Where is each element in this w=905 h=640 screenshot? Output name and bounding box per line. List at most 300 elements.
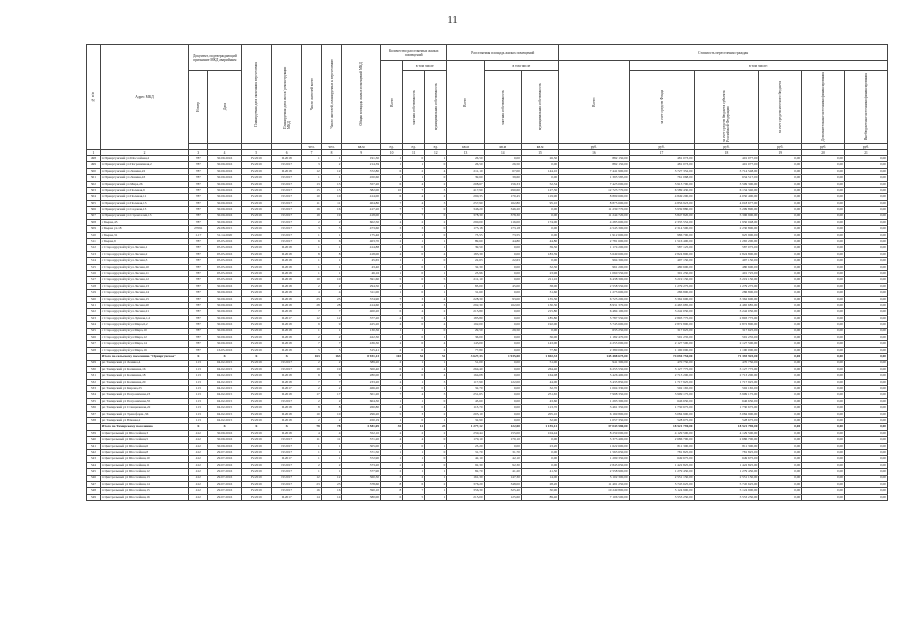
table-cell: 51 <box>425 354 447 360</box>
table-cell: 1 <box>425 283 447 289</box>
table-cell: 787 <box>189 277 208 283</box>
table-cell: 0,00 <box>844 418 887 424</box>
table-cell: рп Тамирский ул Калинина,16 <box>100 366 188 372</box>
table-cell: 0,00 <box>844 347 887 353</box>
table-cell: 6 438 300,00 <box>559 277 629 283</box>
table-cell: 78 <box>321 424 342 430</box>
table-cell: 414,00 <box>342 194 381 200</box>
table-cell: 16 <box>302 207 321 213</box>
table-cell: 3 084 900,00 <box>694 411 759 417</box>
table-cell: 11 <box>321 200 342 206</box>
page-number: 11 <box>447 14 458 26</box>
table-cell: 113 <box>189 386 208 392</box>
table-cell: 31,70 <box>484 449 521 455</box>
table-cell: 2 824 800,00 <box>629 251 694 257</box>
table-cell: 986 700,00 <box>629 232 694 238</box>
table-cell: IV.2017 <box>272 398 302 404</box>
table-cell: 113 <box>189 398 208 404</box>
table-cell: 502 165,00 <box>694 386 759 392</box>
table-cell: рп Тамирский ул Пограничная,23 <box>100 392 188 398</box>
table-cell: 5 124 900,00 <box>629 488 694 494</box>
table-cell: 5 <box>381 411 403 417</box>
table-cell: 0,00 <box>802 194 845 200</box>
table-cell: 2 <box>403 430 425 436</box>
column-number: 5 <box>241 150 271 156</box>
table-cell: 10 <box>302 277 321 283</box>
table-cell: 2 845 650,00 <box>559 462 629 468</box>
table-cell: 233,20 <box>342 379 381 385</box>
table-cell: 1 <box>321 469 342 475</box>
residents-header: Число жителей всего <box>302 45 321 144</box>
table-cell: 1 692,33 <box>521 354 558 360</box>
table-cell: 185,80 <box>521 315 558 321</box>
table-cell: 8 <box>381 481 403 487</box>
table-cell: 183,39 <box>447 251 484 257</box>
table-cell: п Приаргунский ул Шоссейная,2 <box>100 156 188 162</box>
table-cell: 0,00 <box>759 366 802 372</box>
table-cell: 1 <box>381 443 403 449</box>
table-cell: 0,00 <box>802 411 845 417</box>
table-cell: 0,00 <box>759 245 802 251</box>
table-cell: 264,40 <box>521 366 558 372</box>
table-cell: 3 <box>403 296 425 302</box>
table-cell: 403,70 <box>342 239 381 245</box>
table-cell: 205,10 <box>447 411 484 417</box>
table-cell: 0,00 <box>802 251 845 257</box>
table-cell: 811 300,00 <box>629 443 694 449</box>
table-cell: 1 <box>425 443 447 449</box>
table-cell: 0,00 <box>759 341 802 347</box>
table-cell: 1 299 350,00 <box>559 456 629 462</box>
column-number: 18 <box>694 150 759 156</box>
table-cell: 113 <box>189 411 208 417</box>
table-cell: 51,00 <box>521 360 558 366</box>
table-cell: 113 <box>189 373 208 379</box>
table-cell: 787 <box>189 175 208 181</box>
table-cell: 185,80 <box>447 315 484 321</box>
table-cell: 1 273 600,00 <box>559 290 629 296</box>
table-cell: 4 129 500,00 <box>694 430 759 436</box>
table-cell: 4 <box>425 341 447 347</box>
table-cell: 0,00 <box>802 418 845 424</box>
table-cell: 5 649 600,00 <box>559 251 629 257</box>
table-cell: 0,00 <box>844 360 887 366</box>
table-cell: 30.09.2016 <box>208 156 241 162</box>
table-cell: IV.2017 <box>272 181 302 187</box>
table-cell: 2 558 900,00 <box>559 469 629 475</box>
table-cell: 525 <box>87 328 101 334</box>
table-cell: 2 893 775,00 <box>629 315 694 321</box>
table-cell: 264,40 <box>447 366 484 372</box>
table-cell: 0,00 <box>844 207 887 213</box>
table-cell: 23 <box>321 481 342 487</box>
resettlement-table-sheet <box>86 44 888 501</box>
table-cell: II.2018 <box>272 290 302 296</box>
table-cell: 30.09.2016 <box>208 315 241 321</box>
table-cell: 4 018 677,00 <box>694 200 759 206</box>
table-cell: 4 285 600,00 <box>559 219 629 225</box>
table-cell: 4 <box>425 251 447 257</box>
table-cell: IV.2019 <box>241 488 271 494</box>
table-cell: 39,50 <box>447 245 484 251</box>
table-cell: 6 134 340,00 <box>694 187 759 193</box>
table-cell: 0,00 <box>759 168 802 174</box>
table-cell: 504 <box>87 194 101 200</box>
table-cell: 505 <box>87 200 101 206</box>
table-cell: с Староцурухайтуй ул Мира,14 <box>100 341 188 347</box>
table-cell: IV.2017 <box>272 449 302 455</box>
table-cell: 0,00 <box>802 488 845 494</box>
table-cell: 0,00 <box>844 315 887 321</box>
table-cell: 526 <box>87 334 101 340</box>
table-cell: 0,00 <box>759 418 802 424</box>
table-cell: 17 <box>321 392 342 398</box>
table-cell: 3 509 300,00 <box>694 181 759 187</box>
table-cell: 45,65 <box>342 258 381 264</box>
table-cell: 0,00 <box>802 226 845 232</box>
table-cell: 1 <box>403 175 425 181</box>
table-cell: 3 <box>403 226 425 232</box>
table-cell: 1 912 600,00 <box>559 232 629 238</box>
table-cell: 2 <box>381 469 403 475</box>
table-cell: 0,00 <box>759 251 802 257</box>
table-cell: 78 <box>302 424 321 430</box>
table-cell: 162,00 <box>484 302 521 308</box>
table-cell: 787 <box>189 271 208 277</box>
table-cell: 19 <box>302 366 321 372</box>
table-cell: 2 <box>302 283 321 289</box>
table-cell: 9 <box>302 373 321 379</box>
table-cell: 0,00 <box>844 424 887 430</box>
table-cell: 1 <box>302 328 321 334</box>
table-cell: 127,30 <box>521 187 558 193</box>
table-cell: 352,10 <box>342 430 381 436</box>
table-cell: 0,00 <box>484 373 521 379</box>
table-cell: 4 <box>302 430 321 436</box>
table-cell: IV.2019 <box>241 341 271 347</box>
table-cell: 192,00 <box>447 322 484 328</box>
table-cell: 4 <box>381 322 403 328</box>
table-cell: 0,00 <box>521 213 558 219</box>
table-cell: 30.09.2016 <box>208 213 241 219</box>
table-cell: 3 <box>381 475 403 481</box>
table-cell: X <box>272 354 302 360</box>
table-cell: 4 <box>403 200 425 206</box>
table-cell: 0,00 <box>759 213 802 219</box>
table-cell: 05.05.2016 <box>208 271 241 277</box>
table-cell: 635 250,00 <box>559 328 629 334</box>
table-cell: 36,00 <box>447 334 484 340</box>
table-cell: 528 675,00 <box>629 418 694 424</box>
column-number: 20 <box>802 150 845 156</box>
table-cell: 0,00 <box>802 405 845 411</box>
table-cell: 214,39 <box>342 162 381 168</box>
table-cell: 0,00 <box>844 175 887 181</box>
table-cell: 29.07.2016 <box>208 456 241 462</box>
table-cell: 3 <box>425 392 447 398</box>
table-cell: IV.2019 <box>241 334 271 340</box>
table-cell: с Староцурухайтуй ул Мира,6,2 <box>100 322 188 328</box>
table-cell: IV.2019 <box>241 322 271 328</box>
table-cell: 163 <box>302 354 321 360</box>
table-cell: 0,00 <box>844 475 887 481</box>
table-cell: 38,00 <box>521 283 558 289</box>
table-cell: 548 <box>87 488 101 494</box>
table-cell: 9 <box>321 373 342 379</box>
table-cell: 0,00 <box>759 462 802 468</box>
table-cell: 16.05.2016 <box>208 347 241 353</box>
table-cell: 0,00 <box>759 373 802 379</box>
table-cell: 2 <box>425 481 447 487</box>
table-cell: 787 <box>189 156 208 162</box>
table-cell: 1 279 450,00 <box>694 469 759 475</box>
unit-cell: руб. <box>629 144 694 150</box>
table-cell: 1 <box>381 449 403 455</box>
table-cell: 1 395 585,00 <box>559 175 629 181</box>
table-cell: 4 <box>381 379 403 385</box>
table-cell: 0,00 <box>759 430 802 436</box>
table-cell: 215,00 <box>447 494 484 500</box>
table-cell: 0 <box>403 251 425 257</box>
table-cell: 257,90 <box>447 200 484 206</box>
table-cell: 1 <box>302 156 321 162</box>
table-cell: 3 727 352,00 <box>629 168 694 174</box>
table-cell: 12 <box>321 315 342 321</box>
table-cell: 173,18 <box>447 226 484 232</box>
table-cell: 31,60 <box>521 290 558 296</box>
table-cell: 0,00 <box>484 251 521 257</box>
table-cell: 5 847 820,00 <box>629 213 694 219</box>
table-cell: 401 725,00 <box>694 271 759 277</box>
table-cell: 412 <box>189 437 208 443</box>
table-cell: п Центральный ул Шоссейная,15 <box>100 488 188 494</box>
table-cell: 82,70 <box>447 469 484 475</box>
table-cell: 0 <box>425 207 447 213</box>
column-number: 4 <box>208 150 241 156</box>
table-cell: 0,00 <box>802 271 845 277</box>
table-cell: 499 <box>87 162 101 168</box>
table-cell: 205,10 <box>521 411 558 417</box>
column-number: 21 <box>844 150 887 156</box>
table-cell: п Приаргунский ул Ленина,43 <box>100 175 188 181</box>
table-cell: 0,00 <box>759 271 802 277</box>
column-number: 10 <box>381 150 403 156</box>
table-cell: 5 <box>302 347 321 353</box>
table-cell: 52,34 <box>521 181 558 187</box>
table-cell: 450,60 <box>342 175 381 181</box>
table-cell: 0,00 <box>844 449 887 455</box>
table-cell: II.2018 <box>272 296 302 302</box>
table-cell: 0,00 <box>759 494 802 500</box>
table-cell: IV.2017 <box>272 187 302 193</box>
table-row <box>87 494 888 500</box>
table-cell: 0,00 <box>844 245 887 251</box>
table-cell: 1 <box>425 156 447 162</box>
table-cell: 400,20 <box>342 309 381 315</box>
table-cell: 5 396 900,00 <box>694 213 759 219</box>
table-cell: II.2018 <box>272 328 302 334</box>
table-cell: 787 <box>189 290 208 296</box>
column-number: 17 <box>629 150 694 156</box>
table-cell: 536 <box>87 405 101 411</box>
table-cell: 1 <box>381 175 403 181</box>
table-cell: 2 <box>425 411 447 417</box>
table-cell: 925 900,00 <box>694 232 759 238</box>
table-cell: п Приаргунский ул Пограничная,2 <box>100 162 188 168</box>
table-cell: 04.02.2015 <box>208 386 241 392</box>
table-cell: II.2018 <box>272 373 302 379</box>
table-cell: 12 <box>302 168 321 174</box>
table-cell: 1 <box>381 264 403 270</box>
table-cell: 378,60 <box>342 481 381 487</box>
table-cell: 19 <box>302 213 321 219</box>
table-cell: 11 244 720,00 <box>559 213 629 219</box>
table-cell: 29.07.2016 <box>208 469 241 475</box>
table-cell: 0,00 <box>844 443 887 449</box>
table-cell: 1 004 330,00 <box>559 386 629 392</box>
table-cell: рп Тамирский ул Пограничная,35 <box>100 398 188 404</box>
table-cell: 0,00 <box>484 386 521 392</box>
cost-incl-header: в том числе: <box>629 61 887 71</box>
table-cell: 0,00 <box>844 392 887 398</box>
table-cell: 0,00 <box>759 175 802 181</box>
table-cell: IV.2019 <box>241 302 271 308</box>
table-cell: 0,00 <box>521 207 558 213</box>
table-cell: 43,60 <box>521 398 558 404</box>
table-cell: 0 <box>425 258 447 264</box>
table-cell: 533 <box>87 386 101 392</box>
table-cell: 470 750,00 <box>629 360 694 366</box>
table-cell: 0,00 <box>844 200 887 206</box>
table-cell: 1 730 675,00 <box>694 405 759 411</box>
table-cell: 6 <box>381 366 403 372</box>
table-cell: 0,00 <box>759 315 802 321</box>
table-cell: 296,20 <box>342 411 381 417</box>
table-cell: 1 <box>403 379 425 385</box>
planned-end-header: Планируемая дата окончания переселения <box>241 45 271 144</box>
table-cell: 376,20 <box>447 481 484 487</box>
table-cell: 0,00 <box>802 175 845 181</box>
table-cell: IV.2019 <box>241 366 271 372</box>
table-cell: 30.09.2016 <box>208 341 241 347</box>
table-cell: 113 <box>189 360 208 366</box>
table-cell: 23,96 <box>521 271 558 277</box>
table-cell: 2 824 800,00 <box>694 251 759 257</box>
table-cell: IV.2017 <box>272 443 302 449</box>
table-cell: 30.09.2016 <box>208 290 241 296</box>
table-cell: 113 <box>189 418 208 424</box>
table-cell: II.2018 <box>272 322 302 328</box>
table-cell: 0 <box>403 245 425 251</box>
table-cell: 0 <box>403 156 425 162</box>
table-cell: IV.2019 <box>241 245 271 251</box>
table-cell: 173,18 <box>484 226 521 232</box>
table-cell: IV.2019 <box>241 328 271 334</box>
table-cell: 0,00 <box>844 302 887 308</box>
table-cell: 1 <box>403 239 425 245</box>
table-cell: 0 <box>403 418 425 424</box>
table-cell: 317 625,00 <box>694 328 759 334</box>
table-cell: 0,00 <box>802 398 845 404</box>
table-cell: 0,00 <box>759 322 802 328</box>
table-cell: 0,00 <box>844 437 887 443</box>
table-cell: 164,08 <box>521 373 558 379</box>
table-cell: 6 <box>381 168 403 174</box>
table-cell: 0,00 <box>759 360 802 366</box>
column-number: 2 <box>100 150 188 156</box>
table-cell: 0,00 <box>802 207 845 213</box>
table-cell: 1 293 300,00 <box>559 398 629 404</box>
table-cell: 3 553 250,00 <box>694 494 759 500</box>
table-cell: 2 <box>302 462 321 468</box>
table-cell: 346,20 <box>447 207 484 213</box>
table-cell: 2 <box>302 386 321 392</box>
table-cell: 3 242 050,00 <box>629 309 694 315</box>
table-cell: 515 <box>87 264 101 270</box>
table-cell: 529 <box>87 360 101 366</box>
table-cell: 531 <box>87 373 101 379</box>
table-cell: 9 <box>302 322 321 328</box>
table-cell: 2 <box>403 366 425 372</box>
table-cell: 3 553 250,00 <box>629 494 694 500</box>
table-cell: 28 <box>321 302 342 308</box>
unit-cell: кв.м <box>484 144 521 150</box>
table-cell: II.2018 <box>272 302 302 308</box>
table-cell: 16 <box>321 488 342 494</box>
table-cell: 19 <box>321 213 342 219</box>
table-cell: 2 713 200,00 <box>629 373 694 379</box>
table-cell: 4 <box>403 302 425 308</box>
table-cell: 14 <box>321 494 342 500</box>
table-cell: 0,00 <box>759 181 802 187</box>
table-cell: 2 <box>381 462 403 468</box>
table-cell: 10 <box>321 411 342 417</box>
table-cell: 12 <box>403 424 425 430</box>
table-cell: 436,30 <box>342 341 381 347</box>
unit-cell: ед. <box>381 144 403 150</box>
table-cell: IV.2019 <box>241 379 271 385</box>
table-cell: 23 <box>302 481 321 487</box>
table-cell: IV.2019 <box>241 392 271 398</box>
table-cell: 0,00 <box>844 341 887 347</box>
table-cell: 05.05.2016 <box>208 277 241 283</box>
table-cell: 29.07.2016 <box>208 488 241 494</box>
cost-total-header: Всего: <box>559 61 629 144</box>
table-cell: 1 <box>403 258 425 264</box>
table-cell: 3 362 600,00 <box>629 296 694 302</box>
table-cell: 30.09.2016 <box>208 296 241 302</box>
table-cell: 509 <box>87 226 101 232</box>
table-cell: 1 <box>302 264 321 270</box>
table-cell: 500 <box>87 168 101 174</box>
table-cell: 0,00 <box>759 219 802 225</box>
table-cell: 1 <box>302 456 321 462</box>
table-cell: 156,33 <box>484 181 521 187</box>
table-cell: 0,00 <box>759 456 802 462</box>
table-cell: 0,00 <box>759 392 802 398</box>
fund-header: за счет средств Фонда <box>629 71 694 144</box>
table-cell: 89,60 <box>447 239 484 245</box>
resettlement-table <box>86 44 888 501</box>
table-cell: 5 939 880,00 <box>629 207 694 213</box>
table-cell: 2 <box>321 219 342 225</box>
table-cell: 16 <box>302 488 321 494</box>
table-cell: 0,00 <box>802 239 845 245</box>
table-cell: IV.2017 <box>272 162 302 168</box>
rooms-count-header: Количество расселяемых жилых помещений <box>381 45 447 61</box>
table-cell: X <box>189 354 208 360</box>
table-cell: 0,00 <box>802 328 845 334</box>
